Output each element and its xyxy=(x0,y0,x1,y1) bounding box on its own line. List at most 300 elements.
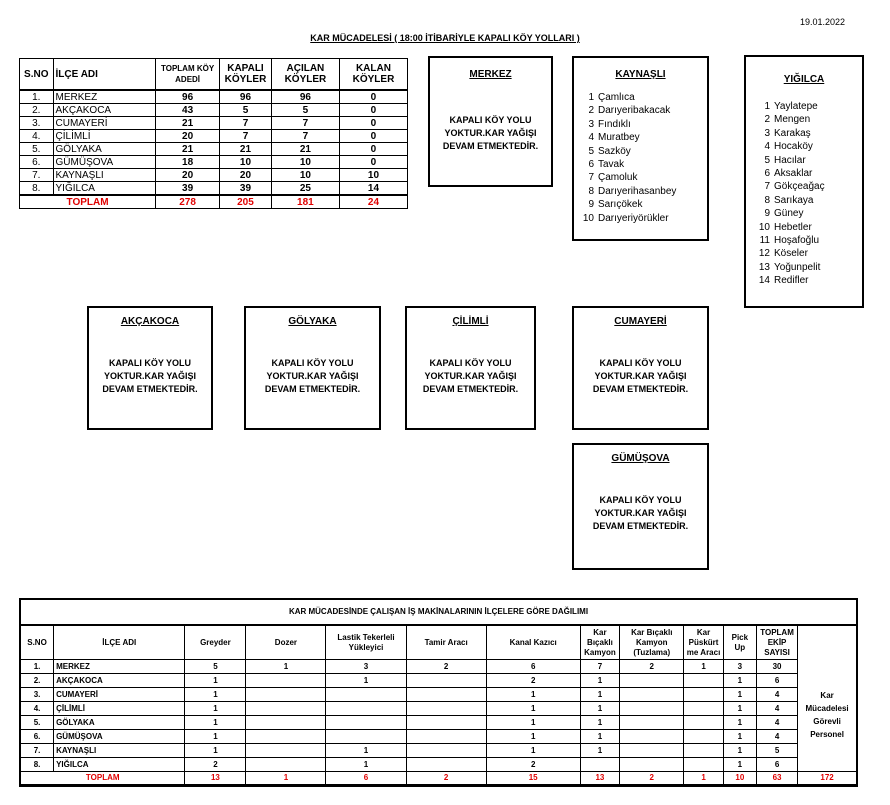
machines-total-row xyxy=(21,772,856,785)
row-value: 1 xyxy=(486,730,580,744)
box-message: KAPALI KÖY YOLU YOKTUR.KAR YAĞIŞI DEVAM ETMEKTEDİR. xyxy=(264,358,361,394)
box-title: KAYNAŞLI xyxy=(615,69,666,80)
row-sno: 3. xyxy=(21,688,54,702)
row-value: 1 xyxy=(486,702,580,716)
village-number: 4 xyxy=(764,141,770,153)
row-ilce: KAYNAŞLI xyxy=(53,169,156,182)
col-header: TOPLAM EKİP SAYISI xyxy=(756,626,797,660)
village-name: Sazköy xyxy=(598,145,631,157)
village-name: Köseler xyxy=(774,248,808,260)
row-value: 1 xyxy=(723,716,756,730)
row-value: 4 xyxy=(756,716,797,730)
box-message: KAPALI KÖY YOLU YOKTUR.KAR YAĞIŞI DEVAM ETMEKTEDİR. xyxy=(422,358,519,394)
row-sno: 7. xyxy=(21,744,54,758)
machines-section xyxy=(19,598,858,787)
row-value: 10 xyxy=(339,169,407,182)
village-name: Güney xyxy=(774,208,804,220)
village-item xyxy=(750,207,862,220)
total-value: 24 xyxy=(339,195,407,209)
village-number: 1 xyxy=(588,92,594,103)
row-value: 1 xyxy=(326,674,406,688)
kaynasli-village-list xyxy=(574,91,707,225)
summary-row xyxy=(20,130,408,143)
row-sno: 8. xyxy=(20,182,54,196)
row-value: 4 xyxy=(756,688,797,702)
row-ilce: GÖLYAKA xyxy=(54,716,185,730)
village-item xyxy=(750,261,862,274)
machines-table xyxy=(21,625,856,785)
village-name: Aksaklar xyxy=(774,168,813,180)
total-value: 63 xyxy=(756,772,797,785)
row-value: 1 xyxy=(580,716,620,730)
row-value: 96 xyxy=(271,90,339,104)
row-ilce: AKÇAKOCA xyxy=(53,104,156,117)
total-value: 2 xyxy=(406,772,486,785)
row-value: 6 xyxy=(756,758,797,772)
total-value: 15 xyxy=(486,772,580,785)
row-value: 7 xyxy=(220,130,272,143)
row-value xyxy=(620,674,684,688)
village-item xyxy=(574,198,707,211)
row-sno: 6. xyxy=(20,156,54,169)
row-value: 5 xyxy=(220,104,272,117)
total-value: 2 xyxy=(620,772,684,785)
row-value: 20 xyxy=(220,169,272,182)
village-item xyxy=(750,154,862,167)
col-kalan: KALAN KÖYLER xyxy=(339,59,407,91)
row-sno: 6. xyxy=(21,730,54,744)
row-value: 1 xyxy=(326,744,406,758)
row-value: 21 xyxy=(220,143,272,156)
row-ilce: CUMAYERİ xyxy=(53,117,156,130)
row-value xyxy=(684,758,724,772)
row-ilce: KAYNAŞLI xyxy=(54,744,185,758)
row-value: 3 xyxy=(723,660,756,674)
row-value xyxy=(246,758,326,772)
row-value xyxy=(684,744,724,758)
row-value: 0 xyxy=(339,90,407,104)
village-number: 9 xyxy=(764,208,770,220)
row-value: 0 xyxy=(339,143,407,156)
row-value: 21 xyxy=(156,143,220,156)
machines-row xyxy=(21,744,856,758)
total-value: 6 xyxy=(326,772,406,785)
col-acilan: AÇILAN KÖYLER xyxy=(271,59,339,91)
village-number: 1 xyxy=(764,101,770,112)
row-value xyxy=(406,716,486,730)
village-number: 7 xyxy=(588,172,594,184)
row-value xyxy=(620,716,684,730)
row-value: 5 xyxy=(185,660,246,674)
row-value: 1 xyxy=(723,674,756,688)
row-value: 2 xyxy=(620,660,684,674)
summary-row xyxy=(20,117,408,130)
col-header: Kar Püskürt me Aracı xyxy=(684,626,724,660)
machines-row xyxy=(21,758,856,772)
row-sno: 2. xyxy=(21,674,54,688)
village-number: 14 xyxy=(758,275,770,287)
box-title: CUMAYERİ xyxy=(614,316,667,327)
village-item xyxy=(750,127,862,140)
box-title: GÖLYAKA xyxy=(288,316,337,327)
machines-row xyxy=(21,660,856,674)
row-value: 39 xyxy=(220,182,272,196)
row-value: 1 xyxy=(486,744,580,758)
summary-row xyxy=(20,182,408,196)
total-label: TOPLAM xyxy=(21,772,185,785)
village-number: 4 xyxy=(588,132,594,144)
village-number: 10 xyxy=(582,212,594,224)
box-message: KAPALI KÖY YOLU YOKTUR.KAR YAĞIŞI DEVAM ETMEKTEDİR. xyxy=(442,115,539,151)
village-item xyxy=(574,91,707,104)
summary-header-row xyxy=(20,59,408,91)
village-number: 2 xyxy=(588,105,594,117)
village-item xyxy=(574,171,707,184)
col-header: Tamir Aracı xyxy=(406,626,486,660)
row-ilce: GÜMÜŞOVA xyxy=(54,730,185,744)
row-sno: 5. xyxy=(21,716,54,730)
row-value: 1 xyxy=(185,716,246,730)
row-value: 1 xyxy=(246,660,326,674)
col-sno: S.NO xyxy=(20,59,54,91)
row-value: 0 xyxy=(339,104,407,117)
row-value xyxy=(406,744,486,758)
row-sno: 3. xyxy=(20,117,54,130)
summary-row xyxy=(20,143,408,156)
row-sno: 4. xyxy=(21,702,54,716)
akcakoca-box xyxy=(87,306,213,430)
row-value: 39 xyxy=(156,182,220,196)
village-name: Karakaş xyxy=(774,127,811,139)
row-value: 96 xyxy=(156,90,220,104)
row-value xyxy=(406,688,486,702)
col-header: Kanal Kazıcı xyxy=(486,626,580,660)
row-value: 1 xyxy=(684,660,724,674)
village-name: Darıyeribakacak xyxy=(598,105,671,117)
row-value: 10 xyxy=(271,156,339,169)
yigilca-village-list xyxy=(746,100,862,288)
col-header: Kar Bıçaklı Kamyon xyxy=(580,626,620,660)
village-number: 13 xyxy=(758,261,770,273)
village-number: 8 xyxy=(588,185,594,197)
row-value: 1 xyxy=(723,730,756,744)
col-header: İLÇE ADI xyxy=(54,626,185,660)
row-value xyxy=(620,702,684,716)
box-message: KAPALI KÖY YOLU YOKTUR.KAR YAĞIŞI DEVAM ETMEKTEDİR. xyxy=(102,358,198,394)
box-title: YIĞILCA xyxy=(783,74,825,85)
village-item xyxy=(574,212,707,225)
village-item xyxy=(750,274,862,287)
row-ilce: GÖLYAKA xyxy=(53,143,156,156)
machines-header-row xyxy=(21,626,856,660)
row-ilce: CUMAYERİ xyxy=(54,688,185,702)
report-date: 19.01.2022 xyxy=(800,17,846,27)
row-value xyxy=(620,688,684,702)
machines-title: KAR MÜCADESİNDE ÇALIŞAN İŞ MAKİNALARININ İLÇELERE GÖRE DAĞILIMI xyxy=(21,600,856,625)
row-value: 1 xyxy=(723,758,756,772)
row-value: 43 xyxy=(156,104,220,117)
row-value xyxy=(620,744,684,758)
total-value: 1 xyxy=(246,772,326,785)
village-name: Çamlıca xyxy=(598,92,635,103)
total-value: 10 xyxy=(723,772,756,785)
row-value: 1 xyxy=(486,688,580,702)
village-number: 3 xyxy=(764,127,770,139)
village-number: 6 xyxy=(764,168,770,180)
col-header: Dozer xyxy=(246,626,326,660)
village-number: 6 xyxy=(588,159,594,171)
col-header: Greyder xyxy=(185,626,246,660)
village-name: Muratbey xyxy=(598,132,640,144)
machines-row xyxy=(21,730,856,744)
village-name: Mengen xyxy=(774,114,811,126)
box-message: KAPALI KÖY YOLU YOKTUR.KAR YAĞIŞI DEVAM ETMEKTEDİR. xyxy=(592,495,689,531)
village-name: Darıyeriyörükler xyxy=(598,212,669,224)
total-value: 13 xyxy=(580,772,620,785)
row-sno: 1. xyxy=(21,660,54,674)
row-value xyxy=(684,688,724,702)
row-value xyxy=(684,716,724,730)
summary-table xyxy=(19,58,408,209)
col-header: Pick Up xyxy=(723,626,756,660)
row-value: 1 xyxy=(580,702,620,716)
yigilca-box xyxy=(744,55,864,308)
row-value: 7 xyxy=(580,660,620,674)
row-value: 1 xyxy=(723,702,756,716)
merkez-box xyxy=(428,56,553,187)
village-name: Hoşafoğlu xyxy=(774,235,820,247)
row-value xyxy=(406,758,486,772)
kaynasli-box xyxy=(572,56,709,241)
row-value: 0 xyxy=(339,156,407,169)
row-value: 0 xyxy=(339,130,407,143)
village-name: Sarıçökek xyxy=(598,199,643,211)
box-title: AKÇAKOCA xyxy=(120,316,180,327)
village-item xyxy=(574,185,707,198)
row-value xyxy=(326,702,406,716)
personnel-total: 172 xyxy=(798,772,856,785)
row-value: 1 xyxy=(580,688,620,702)
row-sno: 8. xyxy=(21,758,54,772)
total-value: 181 xyxy=(271,195,339,209)
village-name: Sarıkaya xyxy=(774,194,814,206)
row-value: 2 xyxy=(406,660,486,674)
row-value: 30 xyxy=(756,660,797,674)
row-value xyxy=(246,744,326,758)
summary-row xyxy=(20,90,408,104)
gumusova-box xyxy=(572,443,709,570)
row-ilce: YIĞILCA xyxy=(54,758,185,772)
row-value xyxy=(246,730,326,744)
village-number: 9 xyxy=(588,199,594,211)
village-number: 8 xyxy=(764,194,770,206)
row-value: 10 xyxy=(220,156,272,169)
village-name: Hebetler xyxy=(774,221,812,233)
summary-total-row xyxy=(20,195,408,209)
summary-row xyxy=(20,104,408,117)
village-number: 5 xyxy=(764,154,770,166)
row-value: 1 xyxy=(580,730,620,744)
col-kapali: KAPALI KÖYLER xyxy=(220,59,272,91)
row-value xyxy=(246,688,326,702)
village-item xyxy=(574,158,707,171)
row-value: 5 xyxy=(271,104,339,117)
row-value: 1 xyxy=(580,744,620,758)
row-value xyxy=(580,758,620,772)
village-number: 10 xyxy=(758,221,770,233)
row-value: 1 xyxy=(723,688,756,702)
row-sno: 2. xyxy=(20,104,54,117)
row-value xyxy=(246,702,326,716)
box-title: ÇİLİMLİ xyxy=(452,316,489,327)
village-item xyxy=(574,131,707,144)
village-number: 2 xyxy=(764,114,770,126)
village-item xyxy=(750,180,862,193)
col-toplam: TOPLAM KÖY ADEDİ xyxy=(156,59,220,91)
row-ilce: GÜMÜŞOVA xyxy=(53,156,156,169)
row-ilce: AKÇAKOCA xyxy=(54,674,185,688)
machines-row xyxy=(21,716,856,730)
row-value xyxy=(620,730,684,744)
row-ilce: ÇİLİMLİ xyxy=(53,130,156,143)
row-value xyxy=(246,716,326,730)
row-value xyxy=(684,702,724,716)
village-item xyxy=(750,100,862,113)
village-name: Tavak xyxy=(598,159,625,171)
col-header-blank xyxy=(798,626,856,660)
summary-row xyxy=(20,169,408,182)
village-number: 7 xyxy=(764,181,770,193)
summary-row xyxy=(20,156,408,169)
page-title: KAR MÜCADELESİ ( 18:00 İTİBARİYLE KAPALI KÖY YOLLARI ) xyxy=(310,33,580,43)
row-value: 96 xyxy=(220,90,272,104)
box-title: GÜMÜŞOVA xyxy=(611,453,670,464)
row-value: 1 xyxy=(486,716,580,730)
row-value: 2 xyxy=(486,758,580,772)
total-value: 1 xyxy=(684,772,724,785)
village-item xyxy=(750,167,862,180)
row-value: 7 xyxy=(220,117,272,130)
row-value: 4 xyxy=(756,702,797,716)
row-sno: 1. xyxy=(20,90,54,104)
village-item xyxy=(750,221,862,234)
row-value xyxy=(326,716,406,730)
row-sno: 5. xyxy=(20,143,54,156)
village-number: 5 xyxy=(588,145,594,157)
row-value: 2 xyxy=(185,758,246,772)
village-item xyxy=(750,234,862,247)
row-value: 4 xyxy=(756,730,797,744)
row-ilce: MERKEZ xyxy=(53,90,156,104)
row-value xyxy=(684,674,724,688)
village-number: 3 xyxy=(588,118,594,130)
village-name: Fındıklı xyxy=(598,118,631,130)
village-item xyxy=(750,247,862,260)
row-ilce: YIĞILCA xyxy=(53,182,156,196)
row-value xyxy=(406,674,486,688)
row-value: 25 xyxy=(271,182,339,196)
row-value: 1 xyxy=(580,674,620,688)
row-sno: 4. xyxy=(20,130,54,143)
row-value: 21 xyxy=(271,143,339,156)
row-value: 3 xyxy=(326,660,406,674)
village-number: 12 xyxy=(758,248,770,260)
row-value xyxy=(326,688,406,702)
row-value: 1 xyxy=(185,730,246,744)
row-sno: 7. xyxy=(20,169,54,182)
personnel-label: Kar Mücadelesi Görevli Personel xyxy=(798,660,856,772)
village-item xyxy=(750,113,862,126)
row-value: 5 xyxy=(756,744,797,758)
total-value: 278 xyxy=(156,195,220,209)
row-value: 7 xyxy=(271,130,339,143)
row-value: 0 xyxy=(339,117,407,130)
row-value: 1 xyxy=(185,674,246,688)
village-name: Yaylatepe xyxy=(774,101,818,112)
village-name: Yoğunpelit xyxy=(774,261,821,273)
total-value: 13 xyxy=(185,772,246,785)
box-title: MERKEZ xyxy=(469,69,512,80)
row-value: 1 xyxy=(185,702,246,716)
row-value xyxy=(406,702,486,716)
row-value: 21 xyxy=(156,117,220,130)
row-value xyxy=(684,730,724,744)
row-value: 18 xyxy=(156,156,220,169)
col-ilce: İLÇE ADI xyxy=(53,59,156,91)
cilimli-box xyxy=(405,306,536,430)
village-name: Hocaköy xyxy=(774,141,813,153)
row-value: 1 xyxy=(723,744,756,758)
village-item xyxy=(750,194,862,207)
col-header: S.NO xyxy=(21,626,54,660)
village-number: 11 xyxy=(759,235,770,247)
row-value: 7 xyxy=(271,117,339,130)
village-item xyxy=(750,140,862,153)
row-value xyxy=(620,758,684,772)
row-value: 6 xyxy=(756,674,797,688)
row-value xyxy=(246,674,326,688)
row-value: 2 xyxy=(486,674,580,688)
col-header: Lastik Tekerleli Yükleyici xyxy=(326,626,406,660)
row-value: 6 xyxy=(486,660,580,674)
village-item xyxy=(574,104,707,117)
row-value: 1 xyxy=(326,758,406,772)
village-item xyxy=(574,145,707,158)
village-name: Gökçeağaç xyxy=(774,181,825,193)
machines-row xyxy=(21,688,856,702)
total-value: 205 xyxy=(220,195,272,209)
village-name: Hacılar xyxy=(774,154,806,166)
row-value: 20 xyxy=(156,169,220,182)
row-value xyxy=(326,730,406,744)
row-value: 1 xyxy=(185,744,246,758)
village-name: Darıyerihasanbey xyxy=(598,185,677,197)
box-message: KAPALI KÖY YOLU YOKTUR.KAR YAĞIŞI DEVAM ETMEKTEDİR. xyxy=(592,358,689,394)
col-header: Kar Bıçaklı Kamyon (Tuzlama) xyxy=(620,626,684,660)
row-value: 1 xyxy=(185,688,246,702)
village-name: Çamoluk xyxy=(598,172,638,184)
total-label: TOPLAM xyxy=(20,195,156,209)
row-value: 14 xyxy=(339,182,407,196)
village-item xyxy=(574,118,707,131)
cumayeri-box xyxy=(572,306,709,430)
golyaka-box xyxy=(244,306,381,430)
row-value: 10 xyxy=(271,169,339,182)
machines-row xyxy=(21,674,856,688)
machines-row xyxy=(21,702,856,716)
row-ilce: MERKEZ xyxy=(54,660,185,674)
village-name: Redifler xyxy=(774,275,809,287)
